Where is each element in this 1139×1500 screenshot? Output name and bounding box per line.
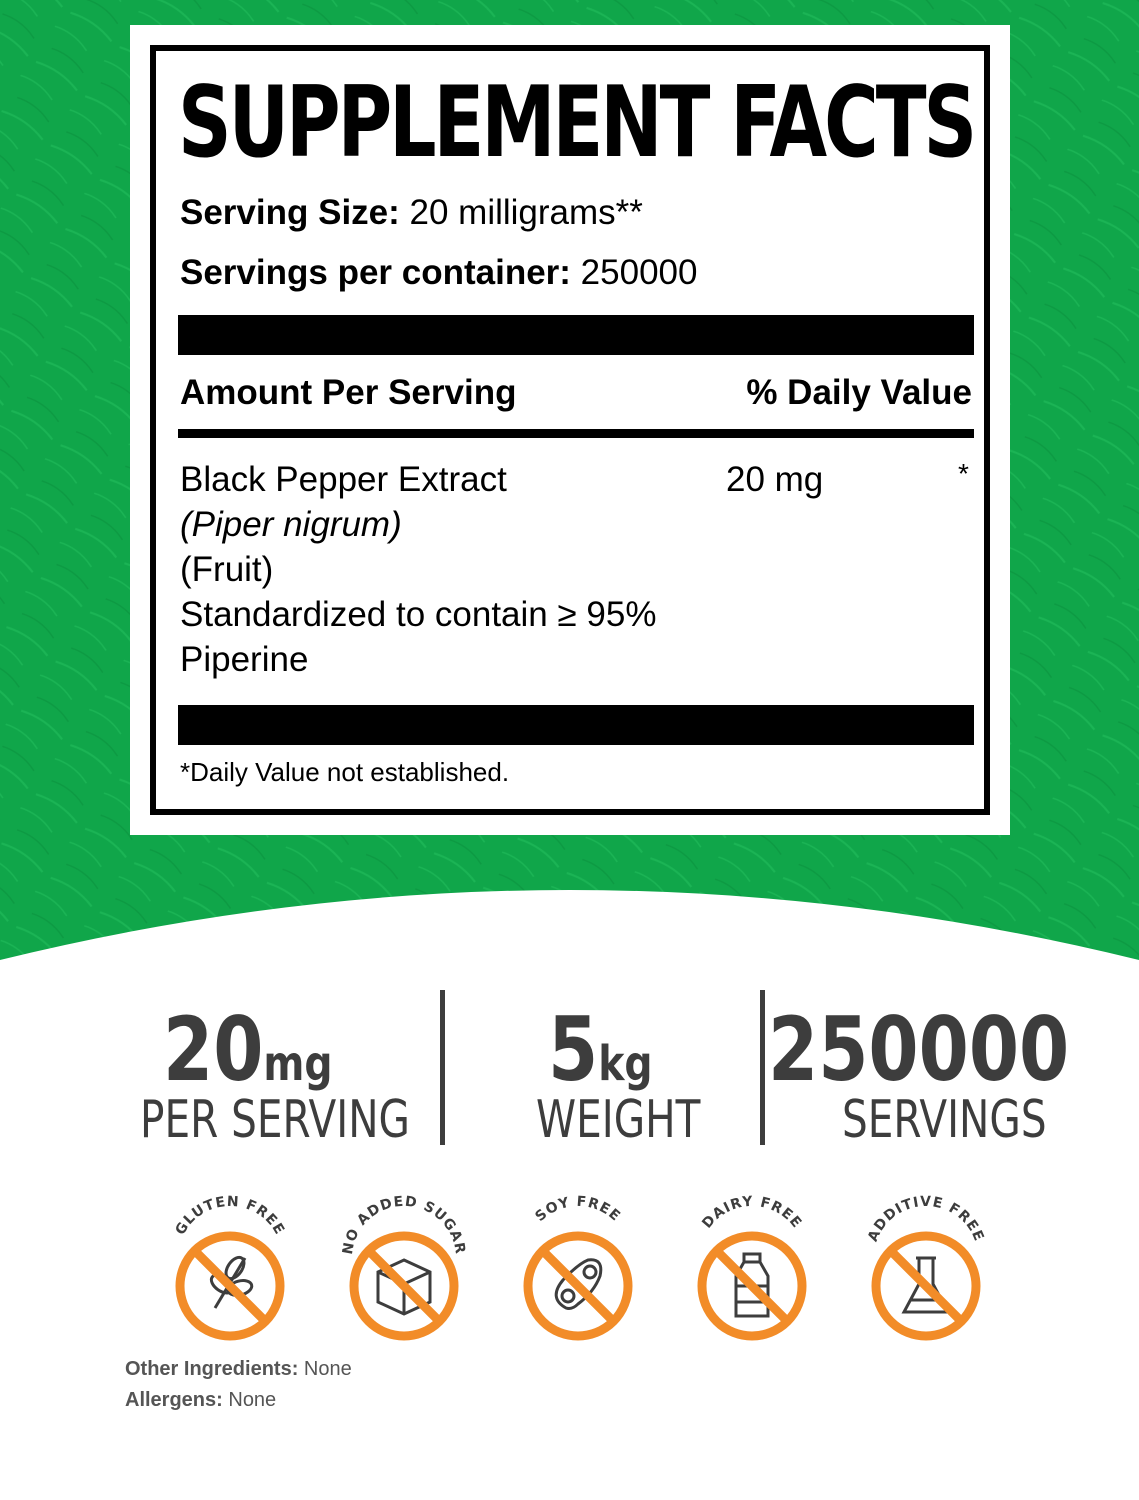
servings-per-container xyxy=(180,253,697,293)
thick-divider-top xyxy=(178,315,974,355)
stat-serving-label: PER SERVING xyxy=(140,1090,410,1150)
serving-size xyxy=(180,193,643,233)
servings-label: Servings per container: xyxy=(180,253,571,292)
serving-size-label: Serving Size: xyxy=(180,193,400,232)
stat-weight-label: WEIGHT xyxy=(536,1090,701,1150)
badge-additive-free xyxy=(856,1188,996,1348)
stat-servings-number: 250000 xyxy=(768,998,1070,1101)
other-ingredients-label: Other Ingredients: xyxy=(125,1358,299,1380)
ingredient-part: (Fruit) xyxy=(180,550,274,589)
allergens xyxy=(125,1389,276,1412)
badge-gluten-free xyxy=(160,1188,300,1348)
ingredient-dv: * xyxy=(958,458,969,489)
badge-soy-free xyxy=(508,1188,648,1348)
serving-size-value: 20 milligrams** xyxy=(399,193,643,232)
stat-divider-2 xyxy=(760,990,765,1145)
svg-text:ADDITIVE FREE: ADDITIVE FREE xyxy=(865,1193,987,1245)
allergens-label: Allergens: xyxy=(125,1389,223,1411)
ingredient-standard: Standardized to contain ≥ 95% xyxy=(180,595,657,634)
badge-dairy-free xyxy=(682,1188,822,1348)
ingredient-name: Black Pepper Extract xyxy=(180,460,507,499)
svg-text:DAIRY FREE: DAIRY FREE xyxy=(699,1193,805,1232)
ingredient-compound: Piperine xyxy=(180,640,309,679)
other-ingredients-value: None xyxy=(298,1358,352,1380)
stat-divider-1 xyxy=(440,990,445,1145)
ingredient-latin: (Piper nigrum) xyxy=(180,505,402,544)
servings-value: 250000 xyxy=(570,253,698,292)
daily-value-header: % Daily Value xyxy=(746,373,972,412)
svg-text:NO ADDED SUGAR: NO ADDED SUGAR xyxy=(339,1193,469,1256)
facts-title: SUPPLEMENT FACTS xyxy=(178,66,975,180)
svg-text:SOY FREE: SOY FREE xyxy=(532,1193,624,1225)
supplement-facts-label xyxy=(150,45,990,815)
stat-serving-unit: mg xyxy=(263,1036,333,1092)
ingredient-amount: 20 mg xyxy=(726,460,824,499)
amount-per-serving-header: Amount Per Serving xyxy=(180,373,517,412)
stat-weight-number: 5kg xyxy=(548,998,653,1101)
badge-no-added-sugar xyxy=(334,1188,474,1348)
header-rule xyxy=(178,429,974,438)
allergens-value: None xyxy=(222,1389,277,1411)
svg-text:GLUTEN FREE: GLUTEN FREE xyxy=(172,1193,288,1238)
footnote: *Daily Value not established. xyxy=(180,757,510,787)
stat-servings-label: SERVINGS xyxy=(842,1090,1047,1150)
other-ingredients xyxy=(125,1358,352,1381)
thick-divider-bottom xyxy=(178,705,974,745)
stat-serving-number: 20mg xyxy=(163,998,333,1101)
stat-weight-unit: kg xyxy=(598,1036,653,1092)
